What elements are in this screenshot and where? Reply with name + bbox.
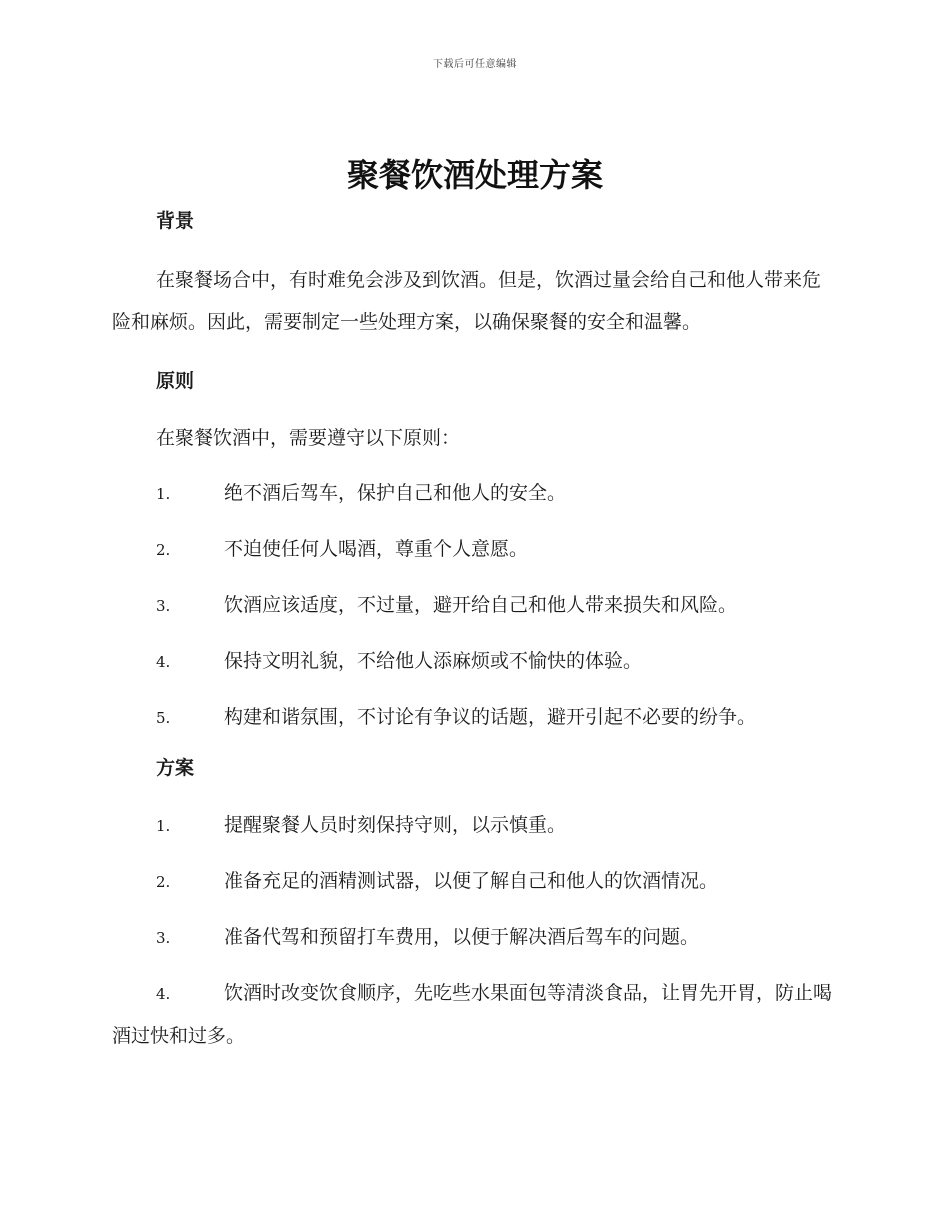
list-number: 2.	[156, 541, 171, 559]
section-heading-plan: 方案	[156, 757, 195, 779]
list-number: 1.	[156, 485, 171, 503]
list-number: 5.	[156, 709, 171, 727]
principle-item	[112, 696, 832, 739]
list-number: 3.	[156, 929, 171, 947]
principle-item	[112, 472, 832, 515]
plan-item	[112, 972, 832, 1057]
principle-item	[112, 584, 832, 627]
list-number: 2.	[156, 873, 171, 891]
document-body	[112, 205, 832, 1070]
list-number: 1.	[156, 817, 171, 835]
list-text: 不迫使任何人喝酒，尊重个人意愿。	[224, 538, 529, 560]
list-text: 饮酒应该适度，不过量，避开给自己和他人带来损失和风险。	[224, 594, 738, 616]
header-note: 下载后可任意编辑	[433, 59, 517, 70]
list-text: 保持文明礼貌，不给他人添麻烦或不愉快的体验。	[224, 650, 643, 672]
list-text: 准备充足的酒精测试器，以便了解自己和他人的饮酒情况。	[224, 870, 719, 892]
principles-intro: 在聚餐饮酒中，需要遵守以下原则：	[156, 427, 461, 449]
list-number: 4.	[156, 985, 171, 1003]
section-heading-background: 背景	[156, 210, 195, 232]
list-number: 3.	[156, 597, 171, 615]
list-number: 4.	[156, 653, 171, 671]
plan-item	[112, 916, 832, 959]
principle-item	[112, 640, 832, 683]
list-text: 构建和谐氛围，不讨论有争议的话题，避开引起不必要的纷争。	[224, 706, 757, 728]
plan-item	[112, 804, 832, 847]
list-text: 提醒聚餐人员时刻保持守则，以示慎重。	[224, 814, 567, 836]
list-text: 准备代驾和预留打车费用，以便于解决酒后驾车的问题。	[224, 926, 700, 948]
list-text: 饮酒时改变饮食顺序，先吃些水果面包等清淡食品，让胃先开胃，防止喝酒过快和过多。	[112, 982, 833, 1047]
plan-item	[112, 860, 832, 903]
principle-item	[112, 528, 832, 571]
list-text: 绝不酒后驾车，保护自己和他人的安全。	[224, 482, 567, 504]
background-paragraph: 在聚餐场合中，有时难免会涉及到饮酒。但是，饮酒过量会给自己和他人带来危险和麻烦。因此，需要制定一些处理方案，以确保聚餐的安全和温馨。	[112, 269, 822, 333]
document-title: 聚餐饮酒处理方案	[346, 156, 603, 194]
section-heading-principles: 原则	[156, 370, 195, 392]
